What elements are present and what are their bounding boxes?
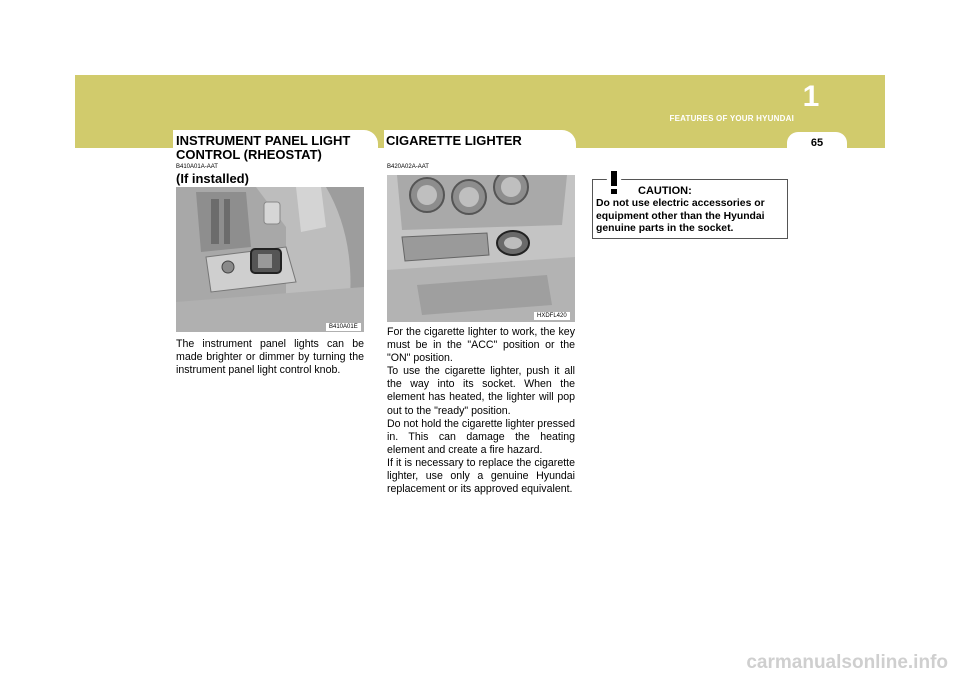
section-title-line1: INSTRUMENT PANEL LIGHT	[176, 133, 351, 148]
lighter-paragraph: Do not hold the cigarette lighter pressed in. This can damage the heating element and create a fire hazard.	[387, 417, 575, 456]
caution-box	[592, 179, 788, 239]
footer-watermark: carmanualsonline.info	[746, 652, 948, 673]
caution-title: CAUTION:	[638, 185, 692, 197]
rheostat-body-text: The instrument panel lights can be made brighter or dimmer by turning the instrument panel light control knob.	[176, 338, 364, 377]
photo-code-label: HXDFL420	[534, 312, 570, 320]
caution-text: Do not use electric accessories or equipment other than the Hyundai genuine parts in the socket.	[596, 198, 765, 235]
lighter-paragraph: To use the cigarette lighter, push it all the way into its socket. When the element has heated, the lighter will pop out to the "ready" position.	[387, 365, 575, 417]
lighter-paragraph: For the cigarette lighter to work, the key must be in the "ACC" position or the "ON" position.	[387, 326, 575, 365]
rheostat-photo	[176, 187, 364, 332]
section-code: B420A02A-AAT	[387, 164, 429, 170]
chapter-title: FEATURES OF YOUR HYUNDAI	[669, 114, 794, 123]
page-number: 65	[810, 137, 824, 149]
warning-exclamation-icon	[597, 166, 631, 196]
section-title-lighter: CIGARETTE LIGHTER	[386, 133, 522, 148]
section-subtitle: (If installed)	[176, 171, 249, 186]
section-code: B410A01A-AAT	[176, 164, 218, 170]
cigarette-lighter-photo	[387, 175, 575, 322]
lighter-body-text	[387, 326, 575, 496]
lighter-paragraph: If it is necessary to replace the cigarette lighter, use only a genuine Hyundai replacement or its approved equivalent.	[387, 456, 575, 496]
photo-code-label: B410A01E	[326, 323, 361, 331]
chapter-number: 1	[802, 80, 820, 113]
section-title-rheostat	[176, 134, 350, 162]
section-title-line2: CONTROL (RHEOSTAT)	[176, 147, 322, 162]
